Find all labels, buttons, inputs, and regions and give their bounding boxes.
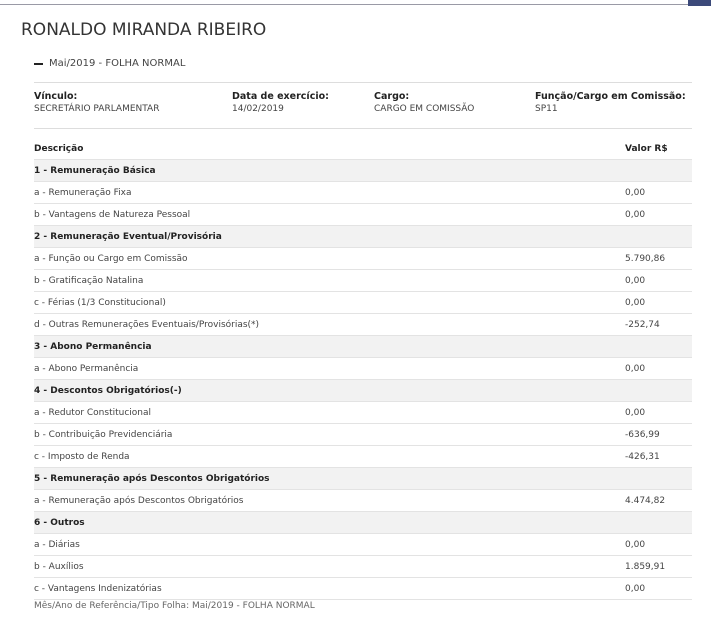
item-value: 1.859,91: [625, 556, 692, 578]
item-label: b - Contribuição Previdenciária: [34, 424, 625, 446]
footer-reference-note: Mês/Ano de Referência/Tipo Folha: Mai/2019 - FOLHA NORMAL: [34, 601, 315, 611]
header-divider: [34, 82, 692, 83]
item-value: -636,99: [625, 424, 692, 446]
item-value: 4.474,82: [625, 490, 692, 512]
section-title: 1 - Remuneração Básica: [34, 160, 625, 182]
info-cargo-value: CARGO EM COMISSÃO: [374, 104, 475, 114]
info-vinculo: [34, 91, 159, 114]
item-label: a - Diárias: [34, 534, 625, 556]
info-exercicio-value: 14/02/2019: [232, 104, 284, 114]
table-row: [34, 578, 692, 600]
item-label: a - Abono Permanência: [34, 358, 625, 380]
top-corner-accent: [688, 0, 711, 6]
section-row: [34, 160, 692, 182]
table-row: [34, 204, 692, 226]
table-header-row: [34, 138, 692, 160]
section-title: 6 - Outros: [34, 512, 625, 534]
info-funcao-value: SP11: [535, 104, 558, 114]
info-vinculo-value: SECRETÁRIO PARLAMENTAR: [34, 104, 160, 114]
table-row: [34, 314, 692, 336]
page-title: RONALDO MIRANDA RIBEIRO: [21, 20, 267, 40]
header-descricao: Descrição: [34, 138, 625, 160]
info-funcao: [535, 91, 686, 114]
section-row: [34, 512, 692, 534]
info-exercicio-label: Data de exercício:: [232, 91, 329, 102]
header-valor: Valor R$: [625, 138, 692, 160]
item-label: a - Redutor Constitucional: [34, 402, 625, 424]
item-value: 0,00: [625, 204, 692, 226]
item-value: 0,00: [625, 534, 692, 556]
table-row: [34, 402, 692, 424]
info-funcao-label: Função/Cargo em Comissão:: [535, 91, 686, 102]
item-value: 0,00: [625, 358, 692, 380]
item-value: 0,00: [625, 270, 692, 292]
remuneration-table: [34, 138, 692, 600]
table-row: [34, 490, 692, 512]
item-label: a - Remuneração após Descontos Obrigatórios: [34, 490, 625, 512]
item-value: -426,31: [625, 446, 692, 468]
section-row: [34, 226, 692, 248]
section-title: 4 - Descontos Obrigatórios(-): [34, 380, 625, 402]
info-divider: [34, 128, 692, 129]
table-row: [34, 292, 692, 314]
table-row: [34, 270, 692, 292]
table-row: [34, 556, 692, 578]
table-row: [34, 358, 692, 380]
section-row: [34, 336, 692, 358]
item-value: 0,00: [625, 578, 692, 600]
collapse-minus-icon[interactable]: [34, 63, 43, 65]
item-label: c - Imposto de Renda: [34, 446, 625, 468]
item-value: -252,74: [625, 314, 692, 336]
item-value: 0,00: [625, 292, 692, 314]
period-toggle[interactable]: [34, 58, 185, 69]
period-label[interactable]: Mai/2019 - FOLHA NORMAL: [49, 58, 186, 69]
item-value: 0,00: [625, 402, 692, 424]
item-label: c - Férias (1/3 Constitucional): [34, 292, 625, 314]
section-row: [34, 380, 692, 402]
section-row: [34, 468, 692, 490]
table-row: [34, 446, 692, 468]
section-title: 2 - Remuneração Eventual/Provisória: [34, 226, 625, 248]
info-vinculo-label: Vínculo:: [34, 91, 78, 102]
section-title: 5 - Remuneração após Descontos Obrigatórios: [34, 468, 625, 490]
item-label: c - Vantagens Indenizatórias: [34, 578, 625, 600]
item-label: a - Função ou Cargo em Comissão: [34, 248, 625, 270]
info-exercicio: [232, 91, 329, 114]
item-value: 5.790,86: [625, 248, 692, 270]
item-label: b - Vantagens de Natureza Pessoal: [34, 204, 625, 226]
section-title: 3 - Abono Permanência: [34, 336, 625, 358]
table-row: [34, 534, 692, 556]
info-cargo-label: Cargo:: [374, 91, 410, 102]
item-label: b - Gratificação Natalina: [34, 270, 625, 292]
table-row: [34, 182, 692, 204]
table-row: [34, 424, 692, 446]
item-value: 0,00: [625, 182, 692, 204]
item-label: b - Auxílios: [34, 556, 625, 578]
table-row: [34, 248, 692, 270]
top-border-line: [0, 4, 711, 5]
info-cargo: [374, 91, 474, 114]
item-label: d - Outras Remunerações Eventuais/Provisórias(*): [34, 314, 625, 336]
item-label: a - Remuneração Fixa: [34, 182, 625, 204]
